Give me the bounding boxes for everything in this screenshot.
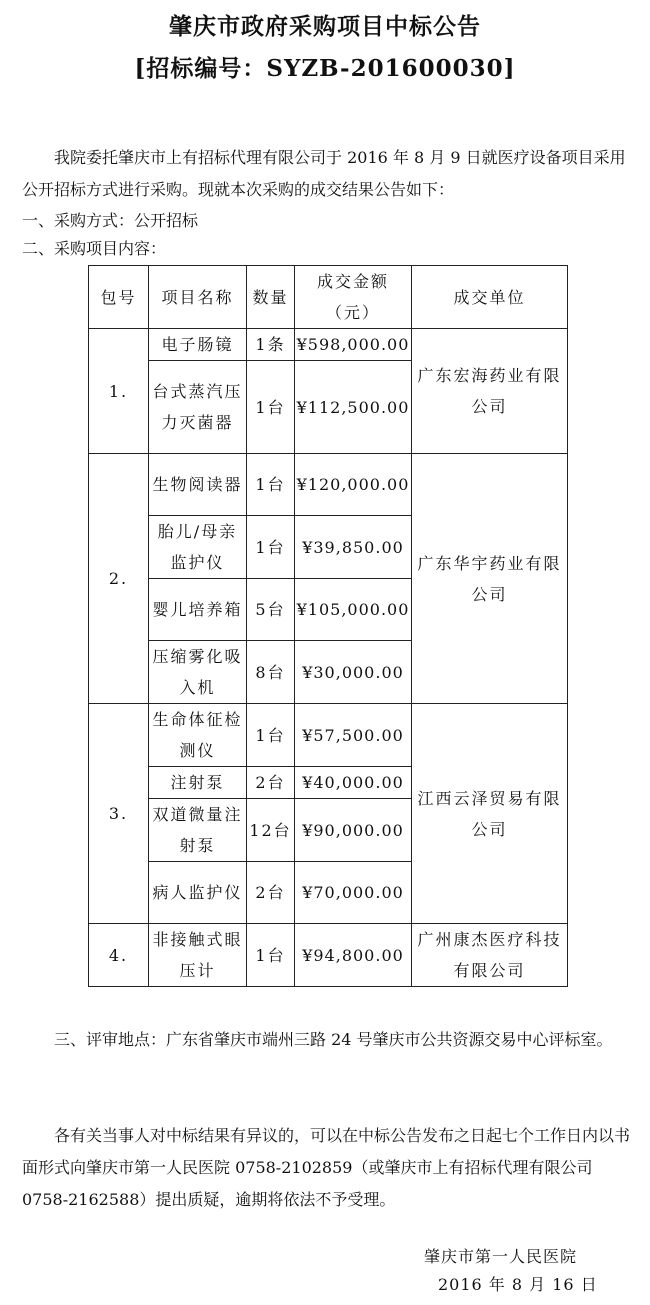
header-vendor: 成交单位 (412, 266, 568, 329)
header-quantity: 数量 (247, 266, 295, 329)
item-amount: ¥40,000.00 (295, 767, 412, 799)
package-number: 2. (89, 454, 149, 704)
item-name: 生物阅读器 (149, 454, 247, 516)
item-quantity: 2台 (247, 767, 295, 799)
item-amount: ¥39,850.00 (295, 516, 412, 579)
item-name: 双道微量注射泵 (149, 799, 247, 862)
item-amount: ¥94,800.00 (295, 924, 412, 987)
package-number: 3. (89, 704, 149, 924)
item-quantity: 1台 (247, 361, 295, 454)
vendor-name: 广东华宇药业有限公司 (412, 454, 568, 704)
item-quantity: 1台 (247, 704, 295, 767)
item-name: 病人监护仪 (149, 862, 247, 924)
item-amount: ¥120,000.00 (295, 454, 412, 516)
item-quantity: 5台 (247, 579, 295, 641)
procurement-content-heading: 二、采购项目内容： (22, 239, 167, 258)
table-row (89, 329, 568, 361)
header-item-name: 项目名称 (149, 266, 247, 329)
table-header-row (89, 266, 568, 329)
vendor-name: 广州康杰医疗科技有限公司 (412, 924, 568, 987)
signature-date: 2016 年 8 月 16 日 (438, 1275, 598, 1294)
item-name: 压缩雾化吸入机 (149, 641, 247, 704)
item-name: 注射泵 (149, 767, 247, 799)
item-name: 台式蒸汽压力灭菌器 (149, 361, 247, 454)
table-row (89, 924, 568, 987)
item-amount: ¥598,000.00 (295, 329, 412, 361)
objection-notice: 各有关当事人对中标结果有异议的，可以在中标公告发布之日起七个工作日内以书面形式向肇庆市第一人民医院 0758-2102859（或肇庆市上有招标代理有限公司 0758-2162588）提出质疑，逾期将依法不予受理。 (22, 1126, 631, 1209)
page-title: 肇庆市政府采购项目中标公告 (169, 13, 481, 40)
item-quantity: 8台 (247, 641, 295, 704)
item-amount: ¥30,000.00 (295, 641, 412, 704)
table-row (89, 704, 568, 767)
package-number: 4. (89, 924, 149, 987)
vendor-name: 江西云泽贸易有限公司 (412, 704, 568, 924)
item-name: 生命体征检测仪 (149, 704, 247, 767)
procurement-method: 一、采购方式：公开招标 (22, 211, 199, 230)
header-package-no: 包号 (89, 266, 149, 329)
item-quantity: 2台 (247, 862, 295, 924)
award-table (88, 265, 568, 987)
item-name: 婴儿培养箱 (149, 579, 247, 641)
item-quantity: 1条 (247, 329, 295, 361)
vendor-name: 广东宏海药业有限公司 (412, 329, 568, 454)
item-quantity: 1台 (247, 454, 295, 516)
package-number: 1. (89, 329, 149, 454)
item-quantity: 1台 (247, 924, 295, 987)
item-name: 非接触式眼压计 (149, 924, 247, 987)
item-amount: ¥70,000.00 (295, 862, 412, 924)
item-quantity: 1台 (247, 516, 295, 579)
review-location: 三、评审地点：广东省肇庆市端州三路 24 号肇庆市公共资源交易中心评标室。 (54, 1030, 613, 1049)
item-amount: ¥105,000.00 (295, 579, 412, 641)
signature-org: 肇庆市第一人民医院 (424, 1247, 578, 1266)
item-amount: ¥90,000.00 (295, 799, 412, 862)
item-amount: ¥112,500.00 (295, 361, 412, 454)
header-amount: 成交金额（元） (295, 266, 412, 329)
tender-number: [招标编号：SYZB-201600030] (134, 55, 516, 82)
item-name: 胎儿/母亲监护仪 (149, 516, 247, 579)
table-row (89, 454, 568, 516)
item-amount: ¥57,500.00 (295, 704, 412, 767)
intro-paragraph: 我院委托肇庆市上有招标代理有限公司于 2016 年 8 月 9 日就医疗设备项目采用公开招标方式进行采购。现就本次采购的成交结果公告如下： (22, 148, 626, 199)
item-name: 电子肠镜 (149, 329, 247, 361)
item-quantity: 12台 (247, 799, 295, 862)
